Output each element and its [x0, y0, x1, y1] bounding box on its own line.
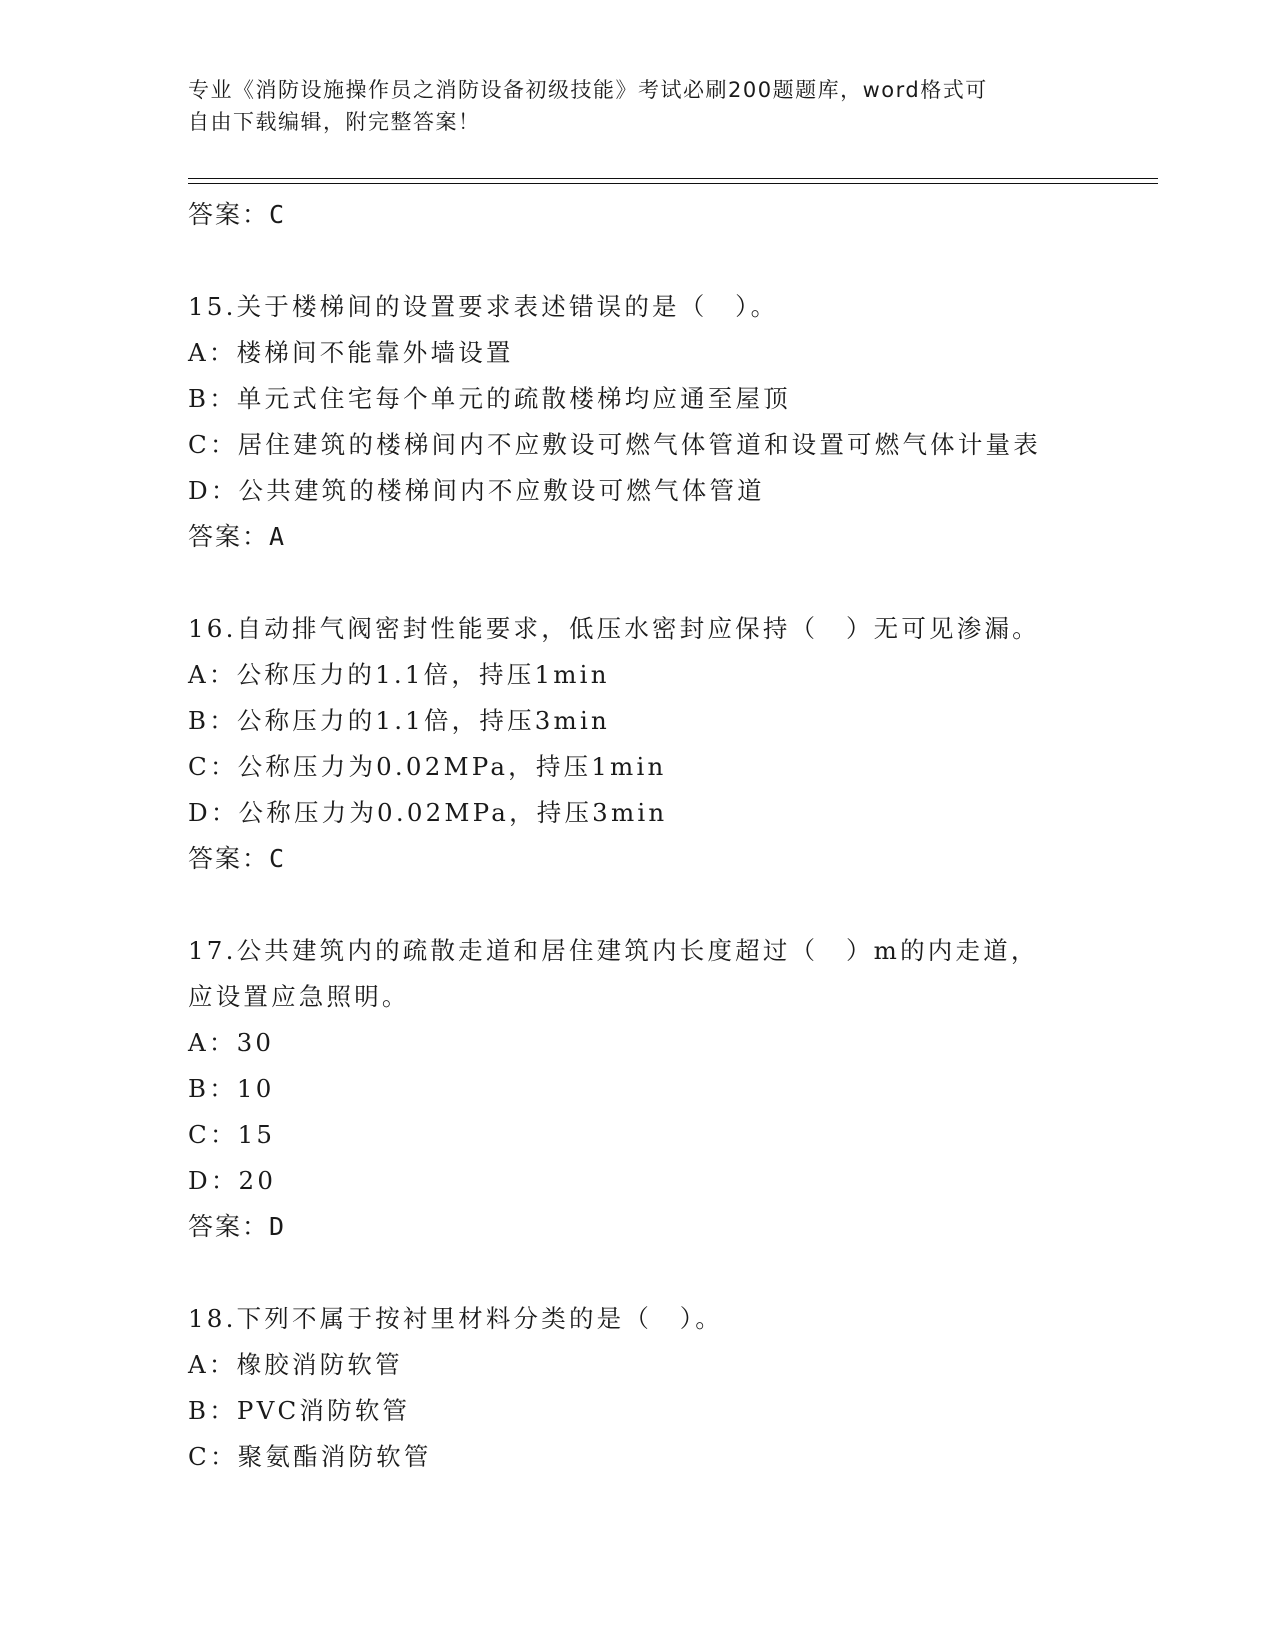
answer-label: 答案： [188, 200, 270, 229]
option-b: B：单元式住宅每个单元的疏散楼梯均应通至屋顶 [188, 384, 791, 413]
question-list [188, 192, 1148, 1480]
option-a: A：30 [188, 1028, 275, 1057]
header-line-1: 专业《消防设施操作员之消防设备初级技能》考试必刷200题题库，word格式可 [188, 78, 988, 102]
answer-line [188, 1204, 1148, 1250]
question-18 [188, 1296, 1148, 1480]
option-b: B：PVC消防软管 [188, 1396, 411, 1425]
option-c: C：公称压力为0.02MPa，持压1min [188, 752, 667, 781]
answer-value: C [269, 844, 287, 873]
answer-label: 答案： [188, 844, 270, 873]
header-divider-bottom [188, 183, 1158, 184]
answer-line [188, 836, 1148, 882]
header-divider-top [188, 178, 1158, 179]
answer-line [188, 514, 1148, 560]
header-line-2: 自由下载编辑，附完整答案！ [188, 110, 481, 134]
document-header [188, 74, 1068, 138]
option-d: D：公称压力为0.02MPa，持压3min [188, 798, 668, 827]
answer-label: 答案： [188, 1212, 270, 1241]
question-15 [188, 284, 1148, 560]
option-c: C：15 [188, 1120, 276, 1149]
question-stem: 18.下列不属于按衬里材料分类的是（ ）。 [188, 1304, 723, 1333]
option-c: C：居住建筑的楼梯间内不应敷设可燃气体管道和设置可燃气体计量表 [188, 430, 1041, 459]
option-a: A：楼梯间不能靠外墙设置 [188, 338, 514, 367]
question-stem: 15.关于楼梯间的设置要求表述错误的是（ ）。 [188, 292, 779, 321]
question-17 [188, 928, 1148, 1250]
option-c: C：聚氨酯消防软管 [188, 1442, 432, 1471]
option-b: B：公称压力的1.1倍，持压3min [188, 706, 611, 735]
answer-line-q14 [188, 192, 1148, 238]
question-stem: 16.自动排气阀密封性能要求，低压水密封应保持（ ）无可见渗漏。 [188, 614, 1040, 643]
question-stem-line-1: 17.公共建筑内的疏散走道和居住建筑内长度超过（ ）m的内走道， [188, 936, 1039, 965]
option-d: D：20 [188, 1166, 277, 1195]
option-d: D：公共建筑的楼梯间内不应敷设可燃气体管道 [188, 476, 765, 505]
question-16 [188, 606, 1148, 882]
answer-value: D [269, 1212, 287, 1241]
option-a: A：公称压力的1.1倍，持压1min [188, 660, 610, 689]
answer-value: C [269, 200, 287, 229]
option-a: A：橡胶消防软管 [188, 1350, 403, 1379]
option-b: B：10 [188, 1074, 275, 1103]
answer-value: A [269, 522, 287, 551]
answer-label: 答案： [188, 522, 270, 551]
question-stem-line-2: 应设置应急照明。 [188, 982, 410, 1011]
